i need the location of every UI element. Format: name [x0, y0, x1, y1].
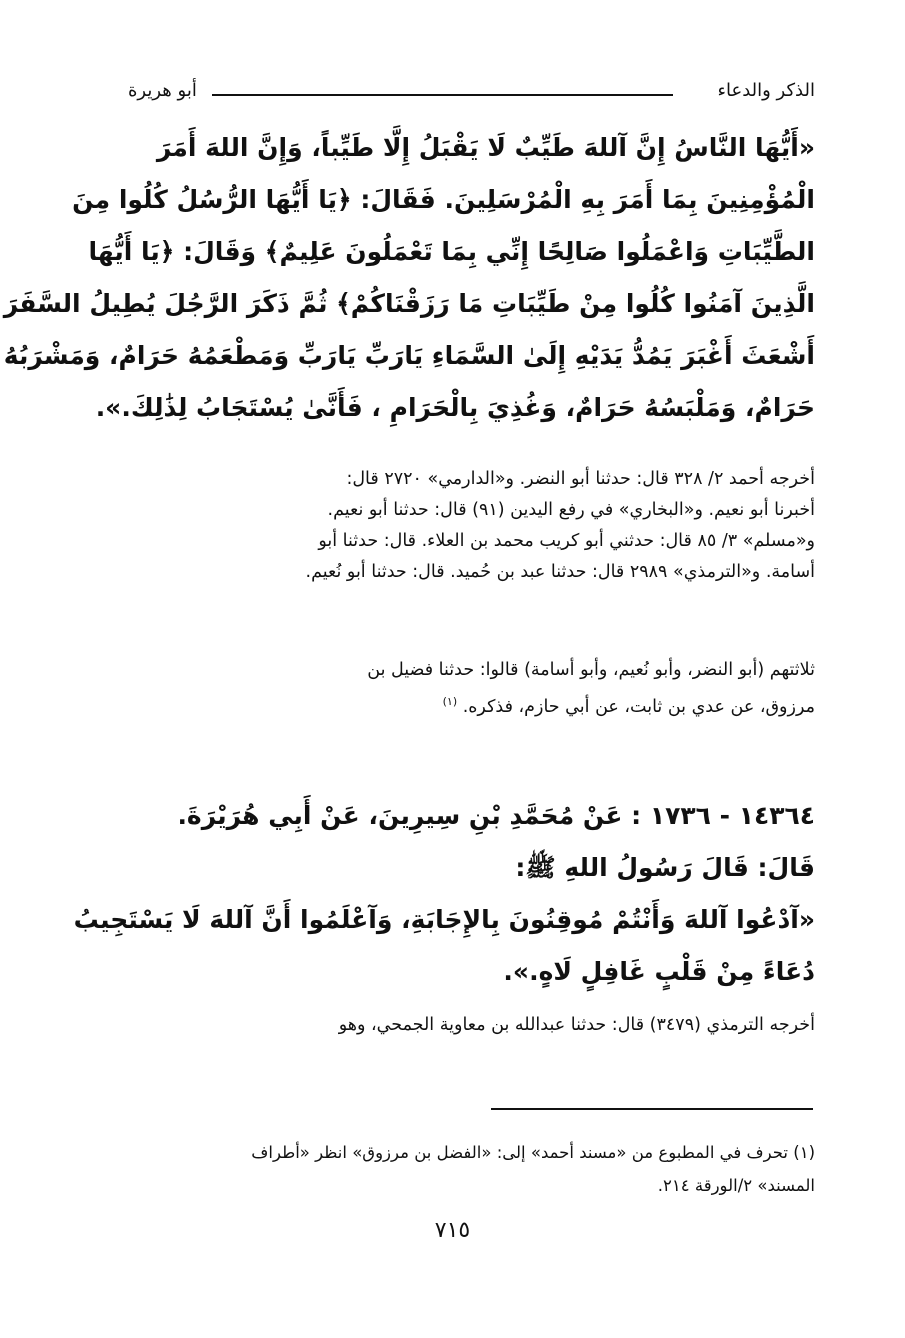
takhrij-line: أسامة. و«الترمذي» ٢٩٨٩ قال: حدثنا عبد بن حُميد. قال: حدثنا أبو نُعيم.	[305, 562, 815, 582]
footnote-reference[interactable]: (١)	[442, 695, 458, 708]
header-rule	[212, 94, 673, 96]
hadith-line: الَّذِينَ آمَنُوا كُلُوا مِنْ طَيِّبَاتِ مَا رَزَقْنَاكُمْ﴾ ثُمَّ ذَكَرَ الرَّجُلَ يُطِيلُ السَّفَرَ	[3, 289, 815, 318]
footnote-line: (١) تحرف في المطبوع من «مسند أحمد» إلى: «الفضل بن مرزوق» انظر «أطراف	[251, 1143, 815, 1162]
hadith-line: الطَّيِّبَاتِ وَاعْمَلُوا صَالِحًا إِنِّي بِمَا تَعْمَلُونَ عَلِيمٌ﴾ وَقَالَ: ﴿يَا أَيُّهَا	[88, 237, 815, 266]
hadith-line: قَالَ: قَالَ رَسُولُ اللهِ ﷺ:	[515, 853, 815, 882]
takhrij-paragraph-3	[128, 1010, 815, 1041]
takhrij-paragraph-2	[128, 655, 815, 717]
hadith-line: ١٤٣٦٤ - ١٧٣٦ : عَنْ مُحَمَّدِ بْنِ سِيرِينَ، عَنْ أَبِي هُرَيْرَةَ.	[177, 801, 815, 830]
hadith-line: حَرَامٌ، وَمَلْبَسُهُ حَرَامٌ، وَغُذِيَ بِالْحَرَامِ ، فَأَنَّىٰ يُسْتَجَابُ لِذَٰلِكَ.».	[95, 393, 815, 422]
takhrij-line: أخرجه الترمذي (٣٤٧٩) قال: حدثنا عبدالله بن معاوية الجمحي، وهو	[338, 1015, 815, 1035]
hadith-line: «أَيُّهَا النَّاسُ إِنَّ آللهَ طَيِّبٌ لَا يَقْبَلُ إِلَّا طَيِّباً، وَإِنَّ اللهَ أَمَرَ	[156, 133, 815, 162]
section-title: الذكر والدعاء	[717, 80, 815, 101]
narrator-name: أبو هريرة	[128, 80, 197, 101]
footnote-line: المسند» ٢/الورقة ٢١٤.	[657, 1176, 815, 1195]
takhrij-line: أخبرنا أبو نعيم. و«البخاري» في رفع اليدين (٩١) قال: حدثنا أبو نعيم.	[327, 500, 815, 520]
running-header	[128, 80, 815, 114]
takhrij-paragraph-1	[128, 464, 815, 588]
footnote-separator	[491, 1108, 813, 1110]
takhrij-line: ثلاثتهم (أبو النضر، وأبو نُعيم، وأبو أسامة) قالوا: حدثنا فضيل بن	[367, 660, 815, 680]
footnote	[128, 1136, 815, 1202]
hadith-text-1	[3, 122, 815, 434]
hadith-line: دُعَاءً مِنْ قَلْبٍ غَافِلٍ لَاهٍ.».	[503, 957, 815, 986]
hadith-line: «آدْعُوا آللهَ وَأَنْتُمْ مُوقِنُونَ بِالإِجَابَةِ، وَآعْلَمُوا أَنَّ آللهَ لَا يَسْتَجِيبُ	[73, 905, 815, 934]
page-number: ٧١٥	[434, 1218, 471, 1243]
hadith-line: أَشْعَثَ أَغْبَرَ يَمُدُّ يَدَيْهِ إِلَىٰ السَّمَاءِ يَارَبِّ يَارَبِّ وَمَطْعَمُهُ حَرَامٌ، وَمَشْرَبُهُ	[3, 341, 815, 370]
takhrij-line	[128, 686, 815, 717]
takhrij-text: مرزوق، عن عدي بن ثابت، عن أبي حازم، فذكره.	[462, 696, 815, 717]
hadith-text-2	[73, 790, 815, 998]
takhrij-line: و«مسلم» ٣/ ٨٥ قال: حدثني أبو كريب محمد بن العلاء. قال: حدثنا أبو	[318, 531, 815, 551]
hadith-line: الْمُؤْمِنِينَ بِمَا أَمَرَ بِهِ الْمُرْسَلِينَ. فَقَالَ: ﴿يَا أَيُّهَا الرُّسُلُ كُلُوا مِنَ	[72, 185, 815, 214]
takhrij-line: أخرجه أحمد ٢/ ٣٢٨ قال: حدثنا أبو النضر. و«الدارمي» ٢٧٢٠ قال:	[346, 469, 815, 489]
